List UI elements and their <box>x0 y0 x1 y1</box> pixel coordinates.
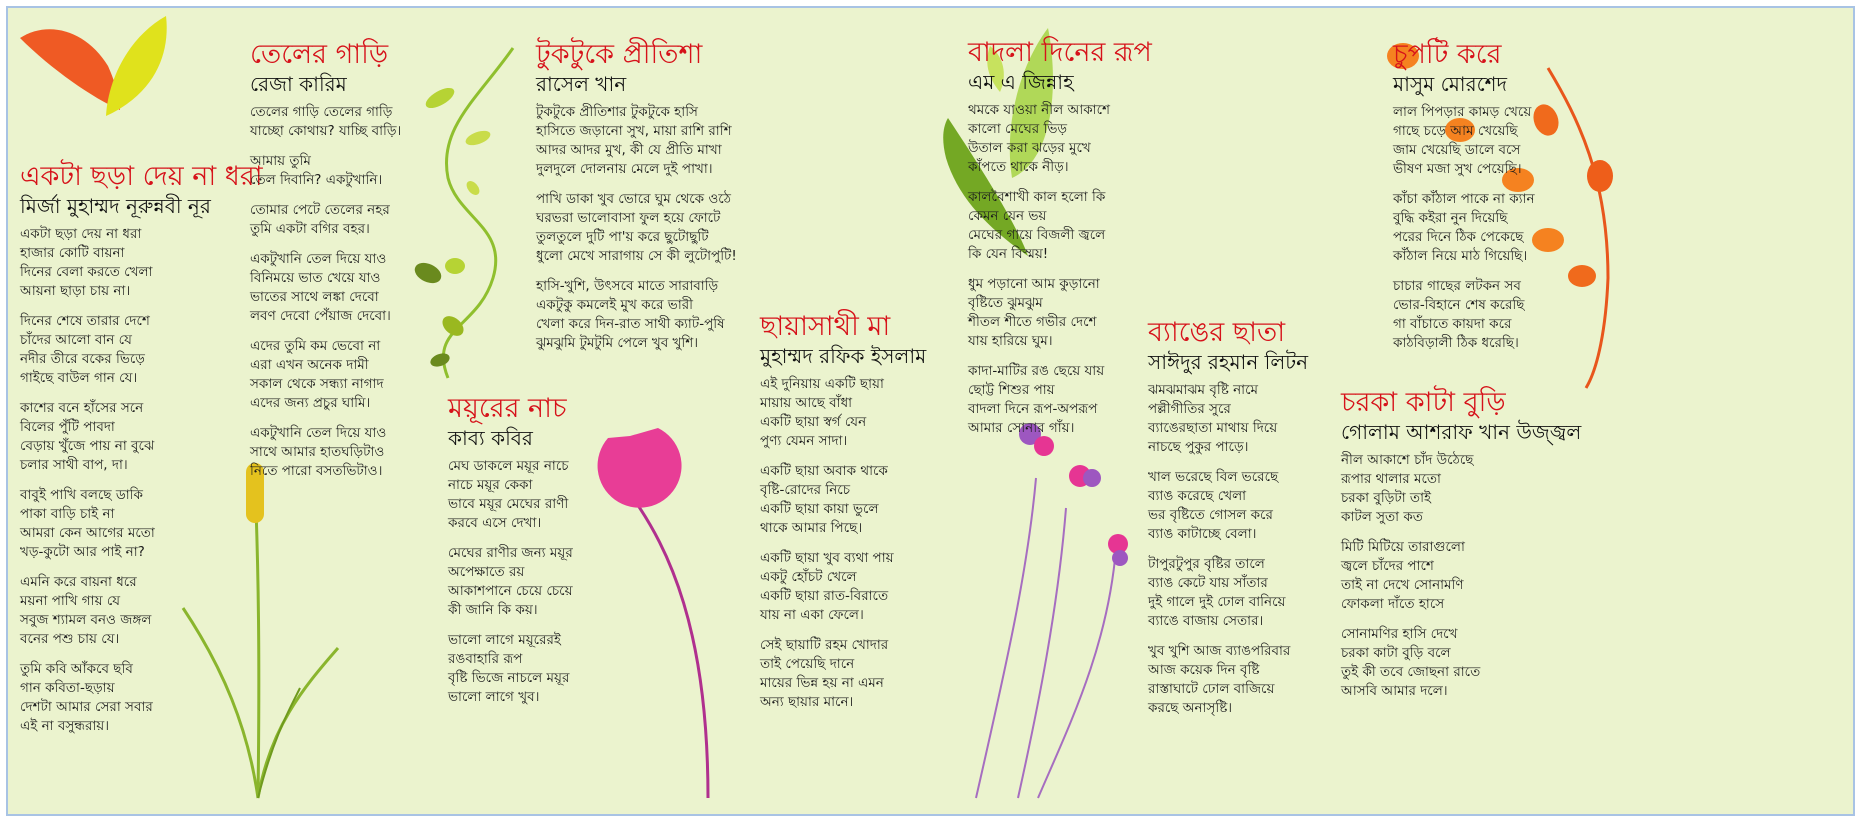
poem-line: সকাল থেকে সন্ধ্যা নাগাদ <box>250 376 384 392</box>
poem-line: সাথে আমার হাতঘড়িটাও <box>250 444 385 460</box>
stanza <box>1148 555 1308 631</box>
poem-line: একটুকু কমলেই মুখ করে ভারী <box>536 297 694 313</box>
poem-9 <box>1341 386 1581 712</box>
stanza <box>448 457 573 533</box>
poem-line: ঝমঝমাঝম বৃষ্টি নামে <box>1148 382 1258 398</box>
poem-line: দিনের বেলা করতে খেলা <box>20 264 153 280</box>
poem-line: ভর বৃষ্টিতে গোসল করে <box>1148 507 1273 523</box>
poem-line: একটি ছায়া কায়া ভুলে <box>760 501 879 517</box>
poem-line: এরা এখন অনেক দামী <box>250 357 369 373</box>
poem-line: পল্লীগীতির সুরে <box>1148 401 1231 417</box>
poem-author: মির্জা মুহাম্মদ নূরুন্নবী নূর <box>20 194 211 218</box>
poem-line: চাচার গাছের লটকন সব <box>1393 278 1521 294</box>
poem-line: আমরা কেন আগের মতো <box>20 525 155 541</box>
poem-line: ভাতের সাথে লঙ্কা দেবো <box>250 289 379 305</box>
poem-line: টাপুরটুপুর বৃষ্টির তালে <box>1148 556 1265 572</box>
stanza <box>968 188 1152 264</box>
poem-line: গাছে চড়ে আম খেয়েছি <box>1393 123 1518 139</box>
poem-line: যাচ্ছো কোথায়? যাচ্ছি বাড়ি। <box>250 123 402 139</box>
poem-author: এম এ জিন্নাহ <box>968 70 1074 94</box>
poem-line: রঙবাহারি রূপ <box>448 651 523 667</box>
stanza <box>536 190 737 266</box>
poem-line: বাবুই পাখি বলছে ডাকি <box>20 487 143 503</box>
poem-line: আসবি আমার দলে। <box>1341 683 1448 699</box>
poem-line: বৃষ্টি ভিজে নাচলে ময়ূর <box>448 670 570 686</box>
poem-line: এদের তুমি কম ভেবো না <box>250 338 381 354</box>
poem-line: কাশের বনে হাঁসের সনে <box>20 400 144 416</box>
poem-line: গাইছে বাউল গান যে। <box>20 370 138 386</box>
stanza <box>968 362 1152 438</box>
poem-line: খড়-কুটো আর পাই না? <box>20 544 145 560</box>
stanza <box>20 573 263 649</box>
poem-line: এদের জন্য প্রচুর ঘামি। <box>250 395 371 411</box>
poem-line: বুদ্ধি কইরা নুন দিয়েছি <box>1393 210 1508 226</box>
poem-title: চুপটি করে <box>1393 39 1502 70</box>
poem-1 <box>20 160 263 747</box>
poem-line: দুলদুলে দোলনায় মেলে দুই পাখা। <box>536 161 713 177</box>
poem-page <box>6 6 1855 816</box>
poem-line: জাম খেয়েছি ডালে বসে <box>1393 142 1521 158</box>
stanza <box>250 424 401 481</box>
poem-line: দেশটা আমার সেরা সবার <box>20 699 153 715</box>
poem-line: ধুম পড়ানো আম কুড়ানো <box>968 276 1100 292</box>
poem-line: সবুজ শ্যামল বনও জঙ্গল <box>20 612 152 628</box>
poem-line: হাসিতে জড়ানো সুখ, মায়া রাশি রাশি <box>536 123 732 139</box>
poem-7 <box>1148 316 1308 729</box>
poem-line: মায়ের ভিন্ন হয় না এমন <box>760 675 884 691</box>
poem-line: তাই পেয়েছি দানে <box>760 656 855 672</box>
poem-line: ব্যাঙ কেটে যায় সাঁতার <box>1148 575 1268 591</box>
poem-line: নাচে ময়ূর কেকা <box>448 477 533 493</box>
poem-line: ভালো লাগে খুব। <box>448 689 540 705</box>
poem-line: নদীর তীরে বকের ভিড়ে <box>20 351 145 367</box>
poem-author: মাসুম মোরশেদ <box>1393 72 1507 96</box>
poem-line: ভীষণ মজা সুখ পেয়েছি। <box>1393 161 1522 177</box>
poem-line: সোনামণির হাসি দেখে <box>1341 626 1458 642</box>
poem-line: এই দুনিয়ায় একটি ছায়া <box>760 376 884 392</box>
poem-line: আকাশপানে চেয়ে চেয়ে <box>448 583 573 599</box>
poem-line: মেঘ ডাকলে ময়ূর নাচে <box>448 458 569 474</box>
poem-line: দিনের শেষে তারার দেশে <box>20 313 150 329</box>
poem-line: ভাবে ময়ূর মেঘের রাণী <box>448 496 569 512</box>
stanza <box>536 103 737 179</box>
poem-line: একটি ছায়া রাত-বিরাতে <box>760 588 889 604</box>
poem-line: এমনি করে বায়না ধরে <box>20 574 137 590</box>
poem-line: গান কবিতা-ছড়ায় <box>20 680 115 696</box>
poem-line: টুকটুকে প্রীতিশার টুকটুকে হাসি <box>536 104 698 120</box>
poem-line: বৃষ্টিতে ঝুমঝুম <box>968 295 1043 311</box>
poem-line: যায় না একা ফেলে। <box>760 607 864 623</box>
poem-line: লাল পিপড়ার কামড় খেয়ে <box>1393 104 1532 120</box>
poem-author: মুহাম্মদ রফিক ইসলাম <box>760 344 927 368</box>
poem-line: ফোকলা দাঁতে হাসে <box>1341 596 1445 612</box>
poem-line: সেই ছায়াটি রহম খোদার <box>760 637 889 653</box>
poem-line: গা বাঁচাতে কায়দা করে <box>1393 316 1512 332</box>
stanza <box>448 544 573 620</box>
poem-line: আজ কয়েক দিন বৃষ্টি <box>1148 662 1260 678</box>
poem-line: মায়ায় আছে বাঁধা <box>760 395 853 411</box>
poem-title: তেলের গাড়ি <box>250 39 389 70</box>
poem-line: তুলতুলে দুটি পা'য় করে ছুটোছুটি <box>536 229 709 245</box>
poem-line: মিটি মিটিয়ে তারাগুলো <box>1341 539 1465 555</box>
poem-line: থাকে আমার পিছে। <box>760 520 863 536</box>
poem-line: তেল দিবানি? একটুখানি। <box>250 172 383 188</box>
poem-line: কাটল সুতা কত <box>1341 509 1423 525</box>
poem-line: একটি ছায়া খুব ব্যথা পায় <box>760 550 894 566</box>
poem-line: লবণ দেবো পেঁয়াজ দেবো। <box>250 308 391 324</box>
poem-line: থমকে যাওয়া নীল আকাশে <box>968 102 1110 118</box>
stanza <box>1341 625 1581 701</box>
stanza <box>20 486 263 562</box>
poem-line: রাস্তাঘাটে ঢোল বাজিয়ে <box>1148 681 1275 697</box>
purple-flowers-icon <box>976 423 1128 798</box>
poem-line: অপেক্ষাতে রয় <box>448 564 525 580</box>
poem-line: তুমি একটা বগির বহর। <box>250 221 370 237</box>
poem-line: ধুলো মেখে সারাগায় সে কী লুটোপুটি! <box>536 248 737 264</box>
poem-line: পাখি ডাকা খুব ভোরে ঘুম থেকে ওঠে <box>536 191 731 207</box>
poem-author: কাব্য কবির <box>448 426 533 450</box>
stanza <box>1393 277 1535 353</box>
poem-line: ঝুমঝুমি টুমটুমি পেলে খুব খুশি। <box>536 335 699 351</box>
stanza <box>1148 381 1308 457</box>
poem-line: চাঁদের আলো বান যে <box>20 332 132 348</box>
stanza <box>760 549 926 625</box>
stanza <box>760 375 926 451</box>
poem-title: টুকটুকে প্রীতিশা <box>536 39 703 70</box>
poem-line: কি যেন বিস্ময়! <box>968 246 1049 262</box>
poem-line: ব্যাঙে বাজায় সেতার। <box>1148 613 1264 629</box>
stanza <box>20 399 263 475</box>
poem-4 <box>448 392 573 718</box>
stanza <box>536 277 737 353</box>
poem-line: বিলের পুঁটি পাবদা <box>20 419 115 435</box>
stanza <box>20 225 263 301</box>
poem-title: একটা ছড়া দেয় না ধরা <box>20 161 263 192</box>
poem-line: চরকা বুড়িটা তাই <box>1341 490 1432 506</box>
poem-line: এই না বসুন্ধরায়। <box>20 718 110 734</box>
poem-line: ভোর-বিহানে শেষ করেছি <box>1393 297 1525 313</box>
poem-line: একটুখানি তেল দিয়ে যাও <box>250 425 387 441</box>
poem-line: পুণ্য যেমন সাদা। <box>760 433 848 449</box>
poem-line: বাদলা দিনে রূপ-অপরূপ <box>968 401 1098 417</box>
poem-line: নাচছে পুকুর পাড়ে। <box>1148 439 1249 455</box>
stanza <box>20 660 263 736</box>
stanza <box>760 636 926 712</box>
poem-2 <box>250 38 401 492</box>
poem-line: কাঁঠাল নিয়ে মাঠ গিয়েছি। <box>1393 248 1528 264</box>
poem-line: করছে অনাসৃষ্টি। <box>1148 700 1233 716</box>
poem-line: তুমি কবি আঁকবে ছবি <box>20 661 133 677</box>
poem-title: বাদলা দিনের রূপ <box>968 37 1152 68</box>
poem-line: কালবৈশাখী কাল হলো কি <box>968 189 1106 205</box>
poem-line: কাঁচা কাঁঠাল পাকে না ক্যান <box>1393 191 1535 207</box>
poem-line: কালো মেঘের ভিড় <box>968 121 1068 137</box>
poem-line: আদর আদর মুখ, কী যে প্রীতি মাখা <box>536 142 722 158</box>
poem-line: চলার সাথী বাপ, দা। <box>20 457 128 473</box>
poem-author: গোলাম আশরাফ খান উজ্জ্বল <box>1341 420 1582 444</box>
green-vine-icon <box>412 48 513 378</box>
poem-line: হাসি-খুশি, উৎসবে মাতে সারাবাড়ি <box>536 278 719 294</box>
poem-line: ব্যাঙেরছাতা মাথায় দিয়ে <box>1148 420 1278 436</box>
poem-line: বৃষ্টি-রোদের নিচে <box>760 482 851 498</box>
poem-line: ঘরভরা ভালোবাসা ফুল হয়ে ফোটে <box>536 210 721 226</box>
poem-author: রাসেল খান <box>536 72 627 96</box>
poem-line: যায় হারিয়ে ঘুম। <box>968 333 1053 349</box>
poem-title: ছায়াসাথী মা <box>760 311 891 342</box>
poem-line: কাঁপতে থাকে নীড়। <box>968 159 1069 175</box>
stanza <box>1393 103 1535 179</box>
poem-line: বনের পশু চায় যে। <box>20 631 120 647</box>
poem-line: খুব খুশি আজ ব্যাঙপরিবার <box>1148 643 1291 659</box>
poem-line: বিনিময়ে ভাত খেয়ে যাও <box>250 270 381 286</box>
stanza <box>448 631 573 707</box>
poem-3 <box>536 38 737 364</box>
poem-line: কেমন যেন ভয় <box>968 208 1047 224</box>
poem-line: করবে এসে দেখা। <box>448 515 542 531</box>
stanza <box>1148 642 1308 718</box>
poem-line: ভালো লাগে ময়ূরেরই <box>448 632 561 648</box>
poem-line: আয়না ছাড়া চায় না। <box>20 283 131 299</box>
poem-8 <box>1393 38 1535 364</box>
poem-line: উতাল করা ঝড়ের মুখে <box>968 140 1091 156</box>
poem-line: জ্বলে চাঁদের পাশে <box>1341 558 1434 574</box>
poem-line: একটি ছায়া স্বর্গ যেন <box>760 414 867 430</box>
poem-line: আমার সোনার গাঁয়। <box>968 420 1075 436</box>
stanza <box>250 337 401 413</box>
poem-line: শীতল শীতে গভীর দেশে <box>968 314 1097 330</box>
poem-line: খেলা করে দিন-রাত সাথী ক্যাট-পুষি <box>536 316 725 332</box>
stanza <box>250 103 401 141</box>
stanza <box>1393 190 1535 266</box>
poem-line: অন্য ছায়ার মানে। <box>760 694 854 710</box>
stanza <box>250 152 401 190</box>
poem-line: তুই কী তবে জোছনা রাতে <box>1341 664 1481 680</box>
poem-line: তেলের গাড়ি তেলের গাড়ি <box>250 104 393 120</box>
poem-line: পরের দিনে ঠিক পেকেছে <box>1393 229 1524 245</box>
poem-title: ব্যাঙের ছাতা <box>1148 317 1286 348</box>
poem-line: রূপার থালার মতো <box>1341 471 1441 487</box>
poem-line: একটুখানি তেল দিয়ে যাও <box>250 251 387 267</box>
poem-line: ব্যাঙ কাটাচ্ছে বেলা। <box>1148 526 1257 542</box>
poem-line: দুই গালে দুই ঢোল বানিয়ে <box>1148 594 1286 610</box>
poem-line: খাল ভরেছে বিল ভরেছে <box>1148 469 1279 485</box>
stanza <box>250 201 401 239</box>
poem-line: তাই না দেখে সোনামণি <box>1341 577 1464 593</box>
poem-line: একটি ছায়া অবাক থাকে <box>760 463 888 479</box>
poem-title: ময়ূরের নাচ <box>448 393 567 424</box>
poem-line: হাজার কোটি বায়না <box>20 245 125 261</box>
stanza <box>968 101 1152 177</box>
poem-title: চরকা কাটা বুড়ি <box>1341 387 1506 418</box>
poem-line: তোমার পেটে তেলের নহর <box>250 202 390 218</box>
poem-line: মেঘের রাণীর জন্য ময়ূর <box>448 545 573 561</box>
poem-line: বেড়ায় খুঁজে পায় না বুঝে <box>20 438 155 454</box>
poem-5 <box>760 310 926 723</box>
poem-author: সাঈদুর রহমান লিটন <box>1148 350 1309 374</box>
poem-line: নিতে পারো বসতভিটাও। <box>250 463 383 479</box>
pink-flower-icon <box>598 428 708 798</box>
poem-line: কাঠবিড়ালী ঠিক ধরেছি। <box>1393 335 1519 351</box>
orange-yellow-leaves-icon <box>20 16 167 116</box>
stanza <box>20 312 263 388</box>
poem-line: নীল আকাশে চাঁদ উঠেছে <box>1341 452 1474 468</box>
stanza <box>250 250 401 326</box>
poem-line: একটু হোঁচট খেলে <box>760 569 857 585</box>
poem-line: ময়না পাখি গায় যে <box>20 593 121 609</box>
poem-6 <box>968 36 1152 449</box>
poem-line: আমায় তুমি <box>250 153 311 169</box>
poem-line: কাদা-মাটির রঙ ছেয়ে যায় <box>968 363 1105 379</box>
poem-line: চরকা কাটা বুড়ি বলে <box>1341 645 1451 661</box>
poem-line: ব্যাঙ করেছে খেলা <box>1148 488 1247 504</box>
stanza <box>1341 538 1581 614</box>
stanza <box>968 275 1152 351</box>
stanza <box>1341 451 1581 527</box>
poem-line: পাকা বাড়ি চাই না <box>20 506 115 522</box>
poem-line: একটা ছড়া দেয় না ধরা <box>20 226 142 242</box>
poem-line: মেঘের গায়ে বিজলী জ্বলে <box>968 227 1106 243</box>
stanza <box>760 462 926 538</box>
poem-author: রেজা কারিম <box>250 72 347 96</box>
stanza <box>1148 468 1308 544</box>
poem-line: ছোট্ট শিশুর পায় <box>968 382 1055 398</box>
poem-line: কী জানি কি কয়। <box>448 602 538 618</box>
